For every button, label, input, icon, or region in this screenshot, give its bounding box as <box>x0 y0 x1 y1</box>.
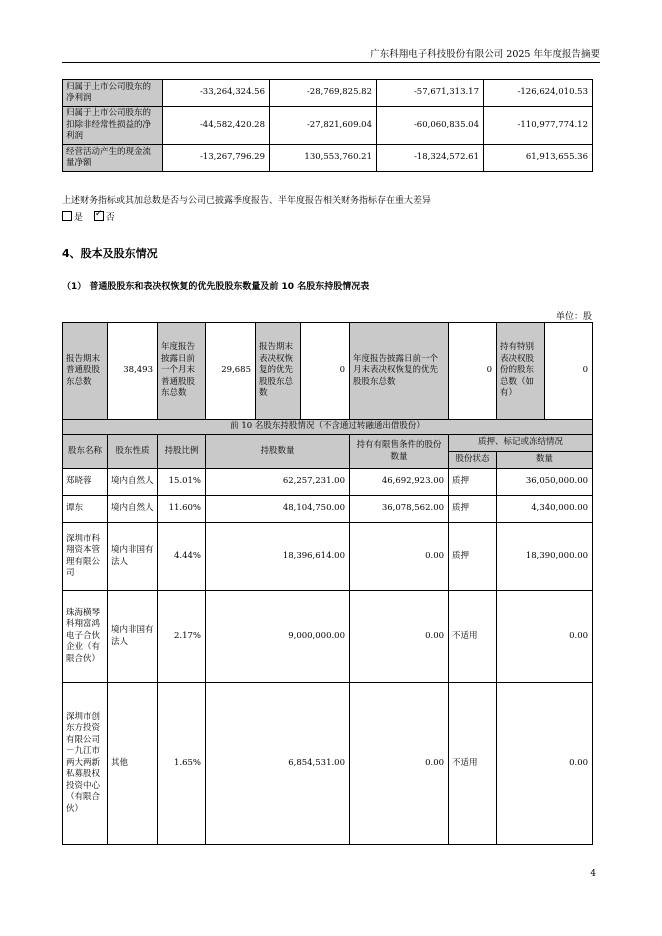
col-header-qty: 持股数量 <box>206 435 350 469</box>
holder-qty: 48,104,750.00 <box>206 496 350 523</box>
table-row <box>63 107 593 145</box>
holder-nature: 境内自然人 <box>108 469 158 496</box>
holder-nature: 境内非国有法人 <box>108 523 158 591</box>
header-divider <box>62 62 600 63</box>
summary-value: 0 <box>301 323 350 420</box>
value-cell: -57,671,313.17 <box>377 80 484 107</box>
page-number: 4 <box>590 869 596 879</box>
value-cell: -27,821,609.04 <box>270 107 377 145</box>
row-label: 归属于上市公司股东的净利润 <box>63 80 163 107</box>
holder-status: 不适用 <box>449 591 497 683</box>
checkbox-no[interactable] <box>94 211 104 221</box>
holder-name: 深圳市创东方投资有限公司－九江市两大两新私募股权投资中心（有限合伙） <box>63 683 108 845</box>
holder-qty: 9,000,000.00 <box>206 591 350 683</box>
holder-nature: 境内非国有法人 <box>108 591 158 683</box>
checkbox-yes[interactable] <box>62 211 72 221</box>
holder-ratio: 4.44% <box>158 523 206 591</box>
holder-amount: 36,050,000.00 <box>497 469 593 496</box>
top10-title: 前 10 名股东持股情况（不含通过转融通出借股份） <box>63 420 593 435</box>
holder-ratio: 11.60% <box>158 496 206 523</box>
value-cell: -18,324,572.61 <box>377 145 484 172</box>
unit-label: 单位：股 <box>555 312 592 322</box>
difference-note: 上述财务指标或其加总数是否与公司已披露季度报告、半年度报告相关财务指标存在重大差异 <box>62 196 432 206</box>
table-row <box>63 469 593 496</box>
difference-options <box>62 210 115 223</box>
summary-value: 29,685 <box>206 323 256 420</box>
page-header: 广东科翔电子科技股份有限公司 2025 年年度报告摘要 <box>370 49 600 60</box>
holder-name: 谭东 <box>63 496 108 523</box>
col-header-ratio: 持股比例 <box>158 435 206 469</box>
value-cell: -110,977,774.12 <box>484 107 593 145</box>
holder-amount: 18,390,000.00 <box>497 523 593 591</box>
table-row <box>63 145 593 172</box>
financial-indicators-table <box>62 79 593 172</box>
table-row <box>63 80 593 107</box>
summary-header: 年度报告披露日前一个月末表决权恢复的优先股股东总数 <box>350 323 449 420</box>
top10-title-row <box>63 420 593 435</box>
holder-name: 郑晓蓉 <box>63 469 108 496</box>
holder-restricted: 0.00 <box>350 683 449 845</box>
holder-status: 质押 <box>449 496 497 523</box>
holder-status: 质押 <box>449 469 497 496</box>
value-cell: -126,624,010.53 <box>484 80 593 107</box>
col-header-status: 股份状态 <box>449 452 497 469</box>
row-label: 归属于上市公司股东的扣除非经常性损益的净利润 <box>63 107 163 145</box>
value-cell: 130,553,760.21 <box>270 145 377 172</box>
value-cell: -13,267,796.29 <box>163 145 270 172</box>
option-yes-label: 是 <box>74 213 84 223</box>
table-row <box>63 591 593 683</box>
col-header-amount: 数量 <box>497 452 593 469</box>
holder-name: 深圳市科翔资本管理有限公司 <box>63 523 108 591</box>
holder-restricted: 46,692,923.00 <box>350 469 449 496</box>
holder-restricted: 36,078,562.00 <box>350 496 449 523</box>
summary-value: 0 <box>545 323 593 420</box>
summary-header: 年度报告披露日前一个月末普通股股东总数 <box>158 323 206 420</box>
value-cell: 61,913,655.36 <box>484 145 593 172</box>
summary-header: 持有特别表决权股份的股东总数（如有） <box>497 323 545 420</box>
holder-name: 珠海横琴科翔富鸿电子合伙企业（有限合伙） <box>63 591 108 683</box>
table-row <box>63 523 593 591</box>
table-row <box>63 496 593 523</box>
option-no-label: 否 <box>105 213 115 223</box>
col-header-nature: 股东性质 <box>108 435 158 469</box>
holder-ratio: 2.17% <box>158 591 206 683</box>
holder-amount: 4,340,000.00 <box>497 496 593 523</box>
column-header-row <box>63 435 593 452</box>
value-cell: -44,582,420.28 <box>163 107 270 145</box>
holder-restricted: 0.00 <box>350 591 449 683</box>
holder-nature: 其他 <box>108 683 158 845</box>
holder-status: 质押 <box>449 523 497 591</box>
col-header-name: 股东名称 <box>63 435 108 469</box>
value-cell: -60,060,835.04 <box>377 107 484 145</box>
value-cell: -33,264,324.56 <box>163 80 270 107</box>
holder-restricted: 0.00 <box>350 523 449 591</box>
summary-header: 报告期末表决权恢复的优先股股东总数 <box>256 323 301 420</box>
holder-ratio: 1.65% <box>158 683 206 845</box>
holder-status: 不适用 <box>449 683 497 845</box>
summary-row <box>63 323 593 420</box>
holder-ratio: 15.01% <box>158 469 206 496</box>
holder-qty: 62,257,231.00 <box>206 469 350 496</box>
table-row <box>63 683 593 845</box>
value-cell: -28,769,825.82 <box>270 80 377 107</box>
summary-value: 0 <box>449 323 497 420</box>
holder-amount: 0.00 <box>497 683 593 845</box>
holder-amount: 0.00 <box>497 591 593 683</box>
section-title: 4、股本及股东情况 <box>62 247 158 260</box>
col-header-pledge: 质押、标记或冻结情况 <box>449 435 593 452</box>
shareholder-table <box>62 322 593 845</box>
row-label: 经营活动产生的现金流量净额 <box>63 145 163 172</box>
summary-value: 38,493 <box>108 323 158 420</box>
holder-nature: 境内自然人 <box>108 496 158 523</box>
section-subtitle: （1） 普通股股东和表决权恢复的优先股股东数量及前 10 名股东持股情况表 <box>62 282 370 292</box>
holder-qty: 6,854,531.00 <box>206 683 350 845</box>
summary-header: 报告期末普通股股东总数 <box>63 323 108 420</box>
col-header-restricted: 持有有限售条件的股份数量 <box>350 435 449 469</box>
holder-qty: 18,396,614.00 <box>206 523 350 591</box>
